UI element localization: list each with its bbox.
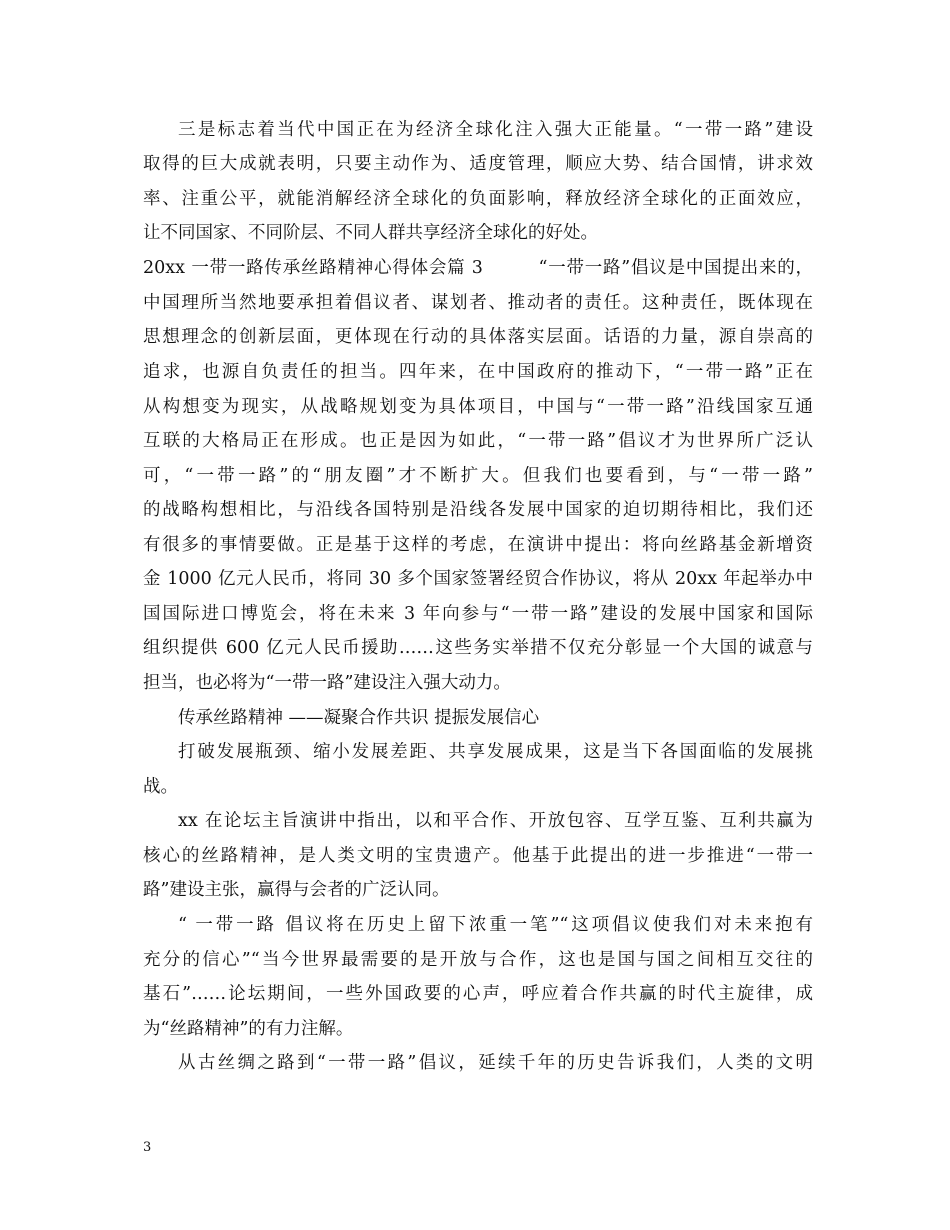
- text-line: 战。: [143, 777, 178, 797]
- text-line: 充分的信心”“当今世界最需要的是开放与合作，这也是国与国之间相互交往的: [143, 950, 813, 970]
- text-line: 国国际进口博览会，将在未来 3 年向参与“一带一路”建设的发展中国家和国际: [143, 604, 813, 624]
- text-line: 思想理念的创新层面，更体现在行动的具体落实层面。话语的力量，源自崇高的: [143, 327, 813, 347]
- text-line: “ 一带一路 倡议将在历史上留下浓重一笔”“这项倡议使我们对未来抱有: [178, 915, 813, 935]
- text-line: 路”建设主张，赢得与会者的广泛认同。: [143, 880, 450, 900]
- text-line: 为“丝路精神”的有力注解。: [143, 1019, 354, 1039]
- text-line: 从构想变为现实，从战略规划变为具体项目，中国与“一带一路”沿线国家互通: [143, 397, 813, 417]
- text-line: 可，“一带一路”的“朋友圈”才不断扩大。但我们也要看到，与“一带一路”: [143, 466, 813, 486]
- text-line: 担当，也必将为“一带一路”建设注入强大动力。: [143, 673, 511, 693]
- text-line: 组织提供 600 亿元人民币援助……这些务实举措不仅充分彰显一个大国的诚意与: [143, 638, 813, 658]
- text-line: 从古丝绸之路到“一带一路”倡议，延续千年的历史告诉我们，人类的文明: [178, 1053, 813, 1073]
- text-line: 基石”……论坛期间，一些外国政要的心声，呼应着合作共赢的时代主旋律，成: [143, 984, 813, 1004]
- text-line: 打破发展瓶颈、缩小发展差距、共享发展成果，这是当下各国面临的发展挑: [178, 742, 813, 762]
- text-line: 取得的巨大成就表明，只要主动作为、适度管理，顺应大势、结合国情，讲求效: [143, 154, 813, 174]
- text-line: 三是标志着当代中国正在为经济全球化注入强大正能量。“一带一路”建设: [178, 120, 813, 140]
- text-line: 20xx 一带一路传承丝路精神心得体会篇 3 “一带一路”倡议是中国提出来的，: [143, 258, 813, 278]
- page-number: 3: [143, 1140, 152, 1155]
- text-line: 核心的丝路精神，是人类文明的宝贵遗产。他基于此提出的进一步推进“一带一: [143, 846, 813, 866]
- text-line: 金 1000 亿元人民币，将同 30 多个国家签署经贸合作协议，将从 20xx 年起举办中: [143, 569, 813, 589]
- text-line: 中国理所当然地要承担着倡议者、谋划者、推动者的责任。这种责任，既体现在: [143, 293, 813, 313]
- text-line: 让不同国家、不同阶层、不同人群共享经济全球化的好处。: [143, 223, 598, 243]
- text-line: 的战略构想相比，与沿线各国特别是沿线各发展中国家的迫切期待相比，我们还: [143, 500, 813, 520]
- text-line: 互联的大格局正在形成。也正是因为如此，“一带一路”倡议才为世界所广泛认: [143, 431, 813, 451]
- text-line: 有很多的事情要做。正是基于这样的考虑，在演讲中提出：将向丝路基金新增资: [143, 535, 813, 555]
- text-line: xx 在论坛主旨演讲中指出，以和平合作、开放包容、互学互鉴、互利共赢为: [178, 811, 813, 831]
- text-line: 传承丝路精神 ——凝聚合作共识 提振发展信心: [178, 708, 540, 728]
- text-line: 追求，也源自负责任的担当。四年来，在中国政府的推动下，“一带一路”正在: [143, 362, 813, 382]
- text-line: 率、注重公平，就能消解经济全球化的负面影响，释放经济全球化的正面效应，: [143, 189, 813, 209]
